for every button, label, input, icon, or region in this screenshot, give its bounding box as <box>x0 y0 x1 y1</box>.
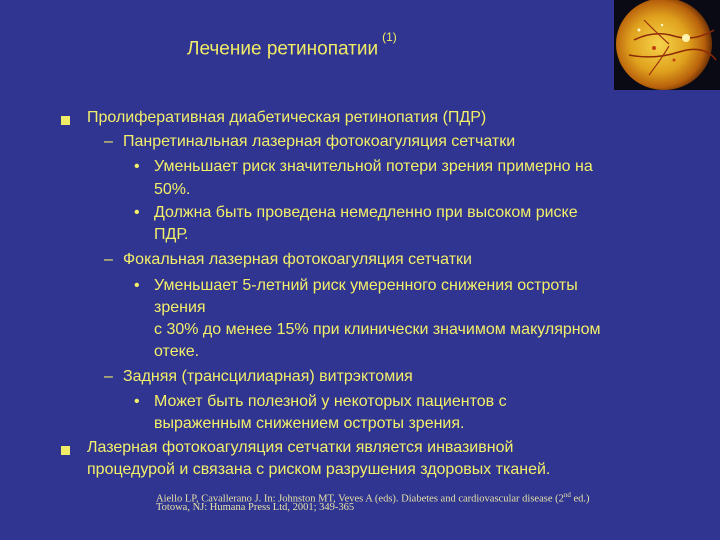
dot-bullet-icon: • <box>134 158 140 175</box>
title-text: Лечение ретинопатии <box>187 38 379 60</box>
title-footnote-marker: (1) <box>382 30 397 44</box>
subsub-5year: Уменьшает 5-летний риск умеренного снижения остроты <box>154 277 578 294</box>
sub-vitrectomy: Задняя (трансцилиарная) витрэктомия <box>123 368 413 385</box>
dash-bullet-icon: – <box>104 133 113 150</box>
dash-bullet-icon: – <box>104 251 113 268</box>
square-bullet-icon <box>61 116 70 125</box>
square-bullet-icon <box>61 446 70 455</box>
subsub-immediate-cont: ПДР. <box>154 226 189 243</box>
subsub-useful-cont: выраженным снижением остроты зрения. <box>154 415 465 432</box>
subsub-5year-cont1: зрения <box>154 299 206 316</box>
reference-text-end: ed.) <box>570 493 590 505</box>
bullet-pdr: Пролиферативная диабетическая ретинопатия (ПДР) <box>87 109 487 126</box>
reference-sup: nd <box>563 491 571 499</box>
dot-bullet-icon: • <box>134 204 140 221</box>
reference-line-2: Totowa, NJ: Humana Press Ltd, 2001; 349-365 <box>156 502 355 513</box>
subsub-useful: Может быть полезной у некоторых пациентов с <box>154 393 507 410</box>
sub-panretinal: Панретинальная лазерная фотокоагуляция сетчатки <box>123 133 516 150</box>
bullet-invasive-cont: процедурой и связана с риском разрушения здоровых тканей. <box>87 461 551 478</box>
dash-bullet-icon: – <box>104 368 113 385</box>
subsub-reduces-risk-cont: 50%. <box>154 181 191 198</box>
reference-text: Aiello LP, Cavallerano J. In: Johnston MT, Veves A (eds). Diabetes and cardiovascular disease (2 <box>156 493 564 505</box>
subsub-5year-cont2: с 30% до менее 15% при клинически значимом макулярном <box>154 321 601 338</box>
dot-bullet-icon: • <box>134 277 140 294</box>
subsub-5year-cont3: отеке. <box>154 343 200 360</box>
subsub-immediate: Должна быть проведена немедленно при высоком риске <box>154 204 578 221</box>
sub-focal: Фокальная лазерная фотокоагуляция сетчатки <box>123 251 472 268</box>
subsub-reduces-risk: Уменьшает риск значительной потери зрения примерно на <box>154 158 593 175</box>
bullet-invasive: Лазерная фотокоагуляция сетчатки является инвазивной <box>87 439 514 456</box>
dot-bullet-icon: • <box>134 393 140 410</box>
